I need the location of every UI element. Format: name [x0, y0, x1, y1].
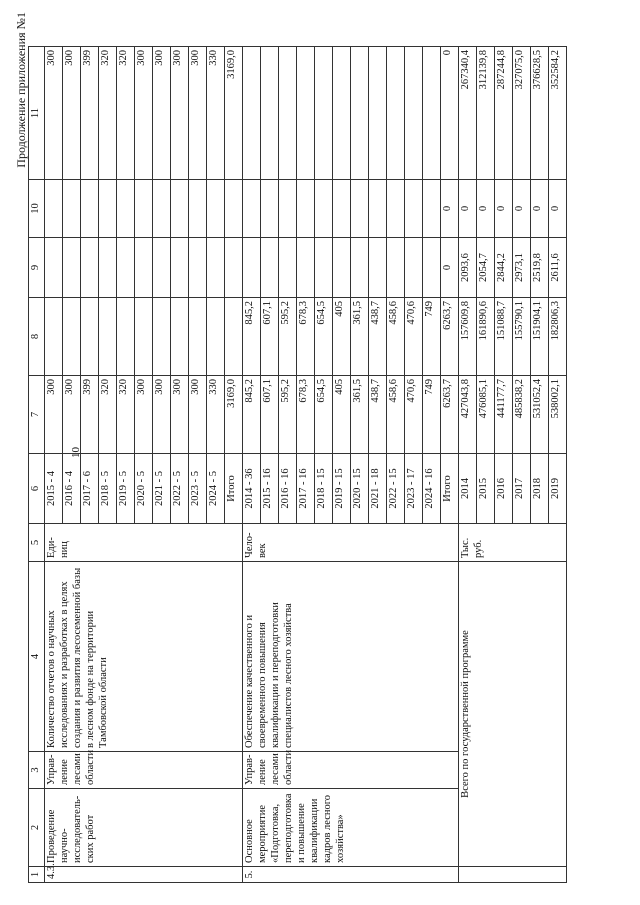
total-funding-cell: 749 [423, 376, 441, 454]
page-number: 10 [70, 447, 82, 458]
period-cell: 2019 - 5 [117, 454, 135, 524]
local-funding-cell: 0 [477, 180, 495, 238]
federal-funding-cell [153, 238, 171, 298]
total-funding-cell: 330 [207, 376, 225, 454]
regional-funding-cell [225, 298, 243, 376]
other-funding-cell [261, 47, 279, 180]
year-cell: 2016 [495, 454, 513, 524]
federal-funding-cell [189, 238, 207, 298]
continuation-note: Продолжение приложения №1 [14, 12, 28, 168]
regional-funding-cell: 151904,1 [531, 298, 549, 376]
header-cell: 5 [29, 524, 45, 562]
federal-funding-cell [333, 238, 351, 298]
year-cell: 2019 [549, 454, 567, 524]
federal-funding-cell [315, 238, 333, 298]
regional-funding-cell [153, 298, 171, 376]
other-funding-cell: 3169,0 [225, 47, 243, 180]
federal-funding-cell: 2093,6 [459, 238, 477, 298]
local-funding-cell [171, 180, 189, 238]
federal-funding-cell [405, 238, 423, 298]
header-cell: 4 [29, 562, 45, 752]
local-funding-cell [261, 180, 279, 238]
header-cell: 1 [29, 867, 45, 883]
other-funding-cell: 0 [441, 47, 459, 180]
other-funding-cell [369, 47, 387, 180]
measure-name: Основное мероприятие «Подготовка, переподготовка и повышение квалификации кадров лесного хозяйства» [243, 789, 459, 867]
federal-funding-cell [207, 238, 225, 298]
federal-funding-cell: 2973,1 [513, 238, 531, 298]
federal-funding-cell [261, 238, 279, 298]
other-funding-cell: 300 [135, 47, 153, 180]
other-funding-cell: 399 [81, 47, 99, 180]
header-cell: 9 [29, 238, 45, 298]
other-funding-cell: 312139,8 [477, 47, 495, 180]
other-funding-cell: 330 [207, 47, 225, 180]
local-funding-cell [117, 180, 135, 238]
other-funding-cell: 376628,5 [531, 47, 549, 180]
total-funding-cell: 300 [153, 376, 171, 454]
local-funding-cell [351, 180, 369, 238]
other-funding-cell: 327075,0 [513, 47, 531, 180]
other-funding-cell: 267340,4 [459, 47, 477, 180]
total-funding-cell: 320 [117, 376, 135, 454]
local-funding-cell [369, 180, 387, 238]
period-cell: 2020 - 5 [135, 454, 153, 524]
regional-funding-cell [63, 298, 81, 376]
local-funding-cell: 0 [441, 180, 459, 238]
total-funding-cell: 405 [333, 376, 351, 454]
federal-funding-cell [225, 238, 243, 298]
other-funding-cell [333, 47, 351, 180]
period-cell: 2018 - 15 [315, 454, 333, 524]
federal-funding-cell: 2519,8 [531, 238, 549, 298]
local-funding-cell [99, 180, 117, 238]
local-funding-cell [279, 180, 297, 238]
regional-funding-cell: 361,5 [351, 298, 369, 376]
other-funding-cell [387, 47, 405, 180]
regional-funding-cell: 151088,7 [495, 298, 513, 376]
regional-funding-cell: 458,6 [387, 298, 405, 376]
local-funding-cell [207, 180, 225, 238]
period-cell: 2020 - 15 [351, 454, 369, 524]
regional-funding-cell: 607,1 [261, 298, 279, 376]
executor-cell: Управ-ление лесами области [243, 752, 459, 789]
unit-cell: Чело-век [243, 524, 459, 562]
total-funding-cell: 300 [45, 376, 63, 454]
header-cell: 6 [29, 454, 45, 524]
period-cell: 2015 - 4 [45, 454, 63, 524]
header-cell: 10 [29, 180, 45, 238]
total-funding-cell: 654,5 [315, 376, 333, 454]
regional-funding-cell [45, 298, 63, 376]
total-funding-cell: 441177,7 [495, 376, 513, 454]
table-row [45, 47, 63, 883]
local-funding-cell: 0 [549, 180, 567, 238]
total-funding-cell: 300 [189, 376, 207, 454]
regional-funding-cell [135, 298, 153, 376]
federal-funding-cell [369, 238, 387, 298]
other-funding-cell: 352584,2 [549, 47, 567, 180]
year-cell: 2014 [459, 454, 477, 524]
other-funding-cell: 300 [63, 47, 81, 180]
total-funding-cell: 6263,7 [441, 376, 459, 454]
year-cell: 2015 [477, 454, 495, 524]
local-funding-cell [45, 180, 63, 238]
regional-funding-cell: 6263,7 [441, 298, 459, 376]
total-funding-cell: 470,6 [405, 376, 423, 454]
federal-funding-cell [279, 238, 297, 298]
table-row [243, 47, 261, 883]
local-funding-cell: 0 [513, 180, 531, 238]
regional-funding-cell: 182806,3 [549, 298, 567, 376]
item-number: 5. [243, 867, 459, 883]
total-funding-cell: 531052,4 [531, 376, 549, 454]
period-cell: 2021 - 5 [153, 454, 171, 524]
regional-funding-cell: 405 [333, 298, 351, 376]
local-funding-cell [333, 180, 351, 238]
total-label: Всего по государственной программе [459, 562, 567, 867]
period-cell: 2022 - 15 [387, 454, 405, 524]
regional-funding-cell: 595,2 [279, 298, 297, 376]
period-cell: 2015 - 16 [261, 454, 279, 524]
header-cell: 3 [29, 752, 45, 789]
local-funding-cell: 0 [495, 180, 513, 238]
federal-funding-cell [387, 238, 405, 298]
federal-funding-cell [297, 238, 315, 298]
federal-funding-cell [243, 238, 261, 298]
year-cell: 2018 [531, 454, 549, 524]
local-funding-cell [315, 180, 333, 238]
regional-funding-cell: 845,2 [243, 298, 261, 376]
federal-funding-cell [63, 238, 81, 298]
regional-funding-cell [81, 298, 99, 376]
federal-funding-cell [135, 238, 153, 298]
total-funding-cell: 3169,0 [225, 376, 243, 454]
total-funding-cell: 300 [135, 376, 153, 454]
executor-cell: Управ-ление лесами области [45, 752, 243, 789]
federal-funding-cell: 2611,6 [549, 238, 567, 298]
local-funding-cell [405, 180, 423, 238]
header-cell: 11 [29, 47, 45, 180]
program-table [28, 46, 567, 883]
other-funding-cell: 300 [189, 47, 207, 180]
total-funding-cell: 427043,8 [459, 376, 477, 454]
regional-funding-cell [99, 298, 117, 376]
local-funding-cell [153, 180, 171, 238]
other-funding-cell [315, 47, 333, 180]
federal-funding-cell [99, 238, 117, 298]
total-funding-cell: 438,7 [369, 376, 387, 454]
other-funding-cell: 300 [153, 47, 171, 180]
other-funding-cell: 320 [99, 47, 117, 180]
regional-funding-cell: 157609,8 [459, 298, 477, 376]
local-funding-cell [423, 180, 441, 238]
indicator-cell: Обеспечение качественного и своевременного повышения квалификации и переподготовки специалистов лесного хозяйства [243, 562, 459, 752]
regional-funding-cell: 155790,1 [513, 298, 531, 376]
total-funding-cell: 607,1 [261, 376, 279, 454]
regional-funding-cell [171, 298, 189, 376]
measure-name: Проведение научно-исследователь-ских работ [45, 789, 243, 867]
federal-funding-cell [171, 238, 189, 298]
total-unit: Тыс. руб. [459, 524, 567, 562]
other-funding-cell [279, 47, 297, 180]
total-funding-cell: 300 [63, 376, 81, 454]
total-empty-cell [459, 867, 567, 883]
period-cell: 2023 - 17 [405, 454, 423, 524]
regional-funding-cell [117, 298, 135, 376]
federal-funding-cell [423, 238, 441, 298]
regional-funding-cell: 470,6 [405, 298, 423, 376]
local-funding-cell [243, 180, 261, 238]
local-funding-cell [297, 180, 315, 238]
total-funding-cell: 300 [171, 376, 189, 454]
other-funding-cell [351, 47, 369, 180]
total-funding-cell: 845,2 [243, 376, 261, 454]
total-funding-cell: 595,2 [279, 376, 297, 454]
period-cell: 2024 - 5 [207, 454, 225, 524]
header-cell: 8 [29, 298, 45, 376]
period-cell: Итого [225, 454, 243, 524]
period-cell: 2022 - 5 [171, 454, 189, 524]
other-funding-cell [405, 47, 423, 180]
regional-funding-cell: 749 [423, 298, 441, 376]
local-funding-cell [81, 180, 99, 238]
federal-funding-cell [117, 238, 135, 298]
other-funding-cell: 320 [117, 47, 135, 180]
federal-funding-cell: 2054,7 [477, 238, 495, 298]
local-funding-cell [135, 180, 153, 238]
item-number: 4.3. [45, 867, 243, 883]
federal-funding-cell [81, 238, 99, 298]
period-cell: 2017 - 16 [297, 454, 315, 524]
regional-funding-cell: 161890,6 [477, 298, 495, 376]
period-cell: 2018 - 5 [99, 454, 117, 524]
regional-funding-cell: 654,5 [315, 298, 333, 376]
regional-funding-cell [207, 298, 225, 376]
regional-funding-cell [189, 298, 207, 376]
federal-funding-cell: 0 [441, 238, 459, 298]
period-cell: 2024 - 16 [423, 454, 441, 524]
other-funding-cell [297, 47, 315, 180]
total-funding-cell: 485838,2 [513, 376, 531, 454]
local-funding-cell [225, 180, 243, 238]
other-funding-cell: 300 [45, 47, 63, 180]
total-funding-cell: 361,5 [351, 376, 369, 454]
period-cell: 2019 - 15 [333, 454, 351, 524]
federal-funding-cell [45, 238, 63, 298]
year-cell: 2017 [513, 454, 531, 524]
header-cell: 7 [29, 376, 45, 454]
total-funding-cell: 476085,1 [477, 376, 495, 454]
total-funding-cell: 320 [99, 376, 117, 454]
header-cell: 2 [29, 789, 45, 867]
other-funding-cell: 287244,8 [495, 47, 513, 180]
other-funding-cell [423, 47, 441, 180]
regional-funding-cell: 438,7 [369, 298, 387, 376]
other-funding-cell: 300 [171, 47, 189, 180]
total-funding-cell: 538002,1 [549, 376, 567, 454]
total-funding-cell: 678,3 [297, 376, 315, 454]
local-funding-cell: 0 [531, 180, 549, 238]
period-cell: Итого [441, 454, 459, 524]
period-cell: 2021 - 18 [369, 454, 387, 524]
period-cell: 2023 - 5 [189, 454, 207, 524]
local-funding-cell [189, 180, 207, 238]
local-funding-cell [63, 180, 81, 238]
federal-funding-cell [351, 238, 369, 298]
regional-funding-cell: 678,3 [297, 298, 315, 376]
header-row [29, 47, 45, 883]
period-cell: 2014 - 36 [243, 454, 261, 524]
period-cell: 2016 - 4 [63, 454, 81, 524]
federal-funding-cell: 2844,2 [495, 238, 513, 298]
period-cell: 2017 - 6 [81, 454, 99, 524]
unit-cell: Еди-ниц [45, 524, 243, 562]
local-funding-cell: 0 [459, 180, 477, 238]
other-funding-cell [243, 47, 261, 180]
period-cell: 2016 - 16 [279, 454, 297, 524]
total-funding-cell: 399 [81, 376, 99, 454]
local-funding-cell [387, 180, 405, 238]
total-funding-cell: 458,6 [387, 376, 405, 454]
indicator-cell: Количество отчетов о научных исследованиях и разработках в целях создания и развития лесосеменной базы в лесном фонде на территории Тамбовской области [45, 562, 243, 752]
table-row [459, 47, 477, 883]
